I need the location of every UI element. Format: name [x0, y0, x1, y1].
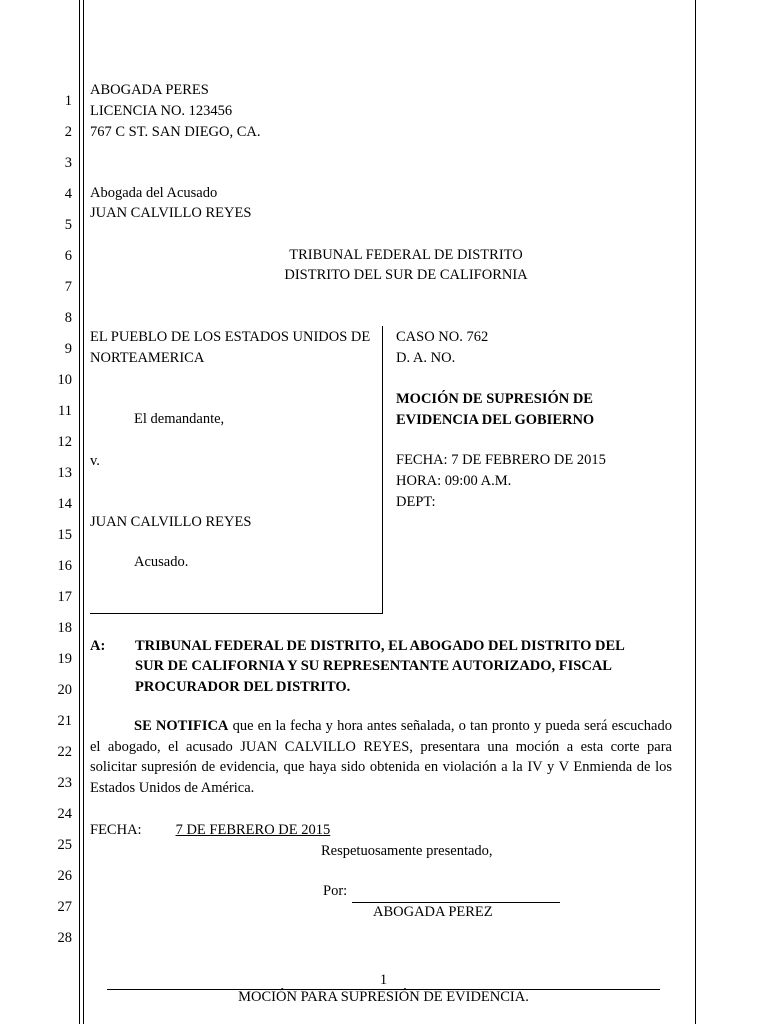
line-number: 14 — [57, 496, 72, 512]
notice-body: que en la fecha y hora antes señalada, o tan pronto y pueda será escuchado el abogado, el acusado JUAN CALVILLO REYES, presentara una moción a esta corte para solicitar supresión de evidencia, que haya sido obtenida en violación a la IV y V Enmienda de los Estados Unidos de América. — [90, 718, 672, 796]
line-number: 28 — [57, 930, 72, 946]
addressee-label: A: — [90, 638, 106, 654]
line-number: 7 — [64, 279, 72, 295]
line-number: 25 — [57, 837, 72, 853]
line-number: 1 — [64, 93, 72, 109]
attorney-name: ABOGADA PERES — [90, 82, 209, 98]
line-number: 15 — [57, 527, 72, 543]
plaintiff-role: El demandante, — [134, 411, 225, 427]
line-number: 24 — [57, 806, 72, 822]
motion-title-line-1: MOCIÓN DE SUPRESIÓN DE — [396, 391, 593, 407]
notice-lead: SE NOTIFICA — [134, 718, 229, 734]
case-number: CASO NO. 762 — [396, 329, 489, 345]
notice-paragraph — [90, 716, 672, 798]
addressee-line-3: PROCURADOR DEL DISTRITO. — [135, 679, 351, 695]
hearing-dept: DEPT: — [396, 494, 436, 510]
line-number: 11 — [58, 403, 72, 419]
defendant-name: JUAN CALVILLO REYES — [90, 514, 252, 530]
line-number: 23 — [57, 775, 72, 791]
addressee-line-2: SUR DE CALIFORNIA Y SU REPRESENTANTE AUTORIZADO, FISCAL — [135, 658, 612, 674]
signer-name: ABOGADA PEREZ — [373, 904, 493, 920]
defendant-role: Acusado. — [134, 554, 189, 570]
plaintiff-line-1: EL PUEBLO DE LOS ESTADOS UNIDOS DE — [90, 329, 371, 345]
right-margin-rule — [695, 0, 696, 1024]
line-number: 5 — [64, 217, 72, 233]
line-number: 8 — [64, 310, 72, 326]
line-number: 21 — [57, 713, 72, 729]
closing: Respetuosamente presentado, — [321, 843, 493, 859]
left-margin-rule-inner — [83, 0, 84, 1024]
footer-title: MOCIÓN PARA SUPRESIÓN DE EVIDENCIA. — [238, 989, 529, 1005]
court-name: TRIBUNAL FEDERAL DE DISTRITO — [289, 247, 523, 263]
court-district: DISTRITO DEL SUR DE CALIFORNIA — [284, 267, 528, 283]
attorney-license: LICENCIA NO. 123456 — [90, 103, 233, 119]
line-number: 12 — [57, 434, 72, 450]
line-number: 13 — [57, 465, 72, 481]
versus: v. — [90, 453, 100, 469]
attorney-address: 767 C ST. SAN DIEGO, CA. — [90, 124, 261, 140]
line-number: 20 — [57, 682, 72, 698]
signature-date — [90, 820, 330, 840]
signature-date-value: 7 DE FEBRERO DE 2015 — [175, 822, 331, 838]
line-number: 6 — [64, 248, 72, 264]
attorney-role: Abogada del Acusado — [90, 185, 218, 201]
line-number: 22 — [57, 744, 72, 760]
line-number: 18 — [57, 620, 72, 636]
motion-title-line-2: EVIDENCIA DEL GOBIERNO — [396, 412, 595, 428]
line-number: 3 — [64, 155, 72, 171]
hearing-date: FECHA: 7 DE FEBRERO DE 2015 — [396, 452, 606, 468]
plaintiff-line-2: NORTEAMERICA — [90, 350, 205, 366]
line-number: 26 — [57, 868, 72, 884]
signature-by-label: Por: — [323, 883, 348, 899]
line-number: 19 — [57, 651, 72, 667]
signature-date-label: FECHA: — [90, 822, 142, 838]
line-number: 17 — [57, 589, 72, 605]
page-number: 1 — [379, 972, 388, 988]
da-number: D. A. NO. — [396, 350, 456, 366]
left-margin-rule-outer — [79, 0, 80, 1024]
hearing-time: HORA: 09:00 A.M. — [396, 473, 512, 489]
addressee-line-1: TRIBUNAL FEDERAL DE DISTRITO, EL ABOGADO DEL DISTRITO DEL — [135, 638, 625, 654]
line-number: 10 — [57, 372, 72, 388]
line-number: 16 — [57, 558, 72, 574]
line-number: 27 — [57, 899, 72, 915]
line-number: 9 — [64, 341, 72, 357]
attorney-client: JUAN CALVILLO REYES — [90, 205, 252, 221]
line-number: 4 — [64, 186, 72, 202]
line-number: 2 — [64, 124, 72, 140]
